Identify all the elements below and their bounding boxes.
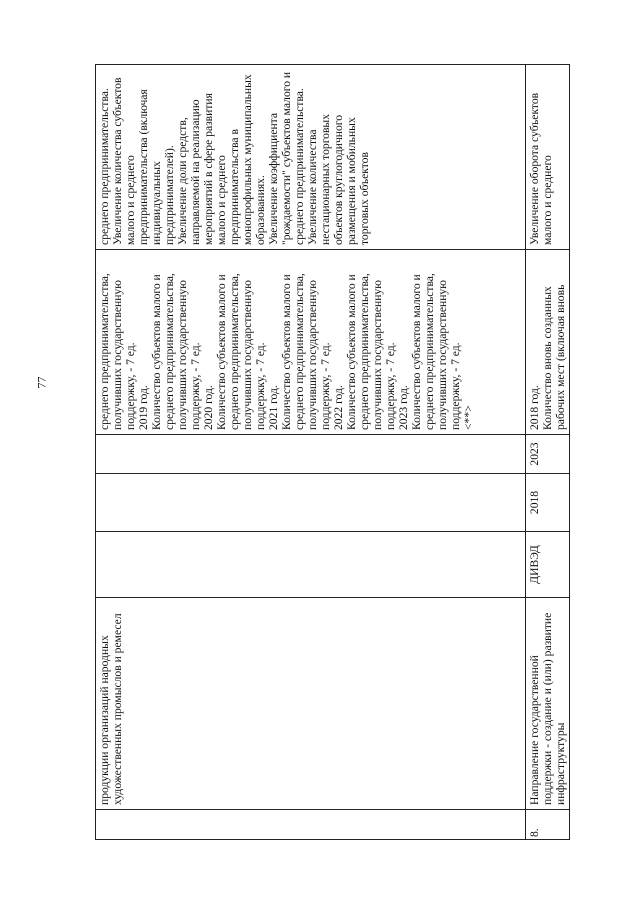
end-year-cell: 2023 — [526, 435, 570, 474]
executor-cell — [96, 532, 526, 598]
start-year-cell — [96, 474, 526, 532]
measure-name-cell: продукции организаций народных художественных промыслов и ремесел — [96, 598, 526, 810]
rotated-table-container — [95, 65, 565, 840]
table-row — [96, 65, 526, 840]
end-year-cell — [96, 435, 526, 474]
table-row — [526, 65, 570, 840]
measure-name-cell: Направление государственной поддержки - создание и (или) развитие инфраструктуры — [526, 598, 570, 810]
row-number-cell — [96, 810, 526, 840]
executor-cell: ДИВЭД — [526, 532, 570, 598]
results-cell: среднего предпринимательства. Увеличение количества субъектов малого и среднего предпринимательства (включая индивидуальных предпринимателей). Увеличение доли средств, направляемой на реализацию мероприятий в сфере развития малого и среднего предпринимательства в монопрофильных муниципальных образованиях. Увеличение коэффициента "рождаемости" субъектов малого и среднего предпринимательства. Увеличение количества нестационарных торговых объектов круглогодичного размещения и мобильных торговых объектов — [96, 65, 526, 250]
results-cell: Увеличение оборота субъектов малого и среднего — [526, 65, 570, 250]
indicators-cell: среднего предпринимательства, получивших государственную поддержку, - 7 ед. 2019 год. Количество субъектов малого и среднего предпринимательства, получивших государственную поддержку, - 7 ед. 2020 год. Количество субъектов малого и среднего предпринимательства, получивших государственную поддержку, - 7 ед. 2021 год. Количество субъектов малого и среднего предпринимательства, получивших государственную поддержку, - 7 ед. 2022 год. Количество субъектов малого и среднего предпринимательства, получивших государственную поддержку, - 7 ед. 2023 год. Количество субъектов малого и среднего предпринимательства, получивших государственную поддержку, - 7 ед. <**> — [96, 250, 526, 435]
indicators-cell: 2018 год. Количество вновь созданных рабочих мест (включая вновь — [526, 250, 570, 435]
measures-table — [95, 64, 570, 840]
start-year-cell: 2018 — [526, 474, 570, 532]
row-number-cell: 8. — [526, 810, 570, 840]
page-number: 77 — [34, 376, 49, 389]
